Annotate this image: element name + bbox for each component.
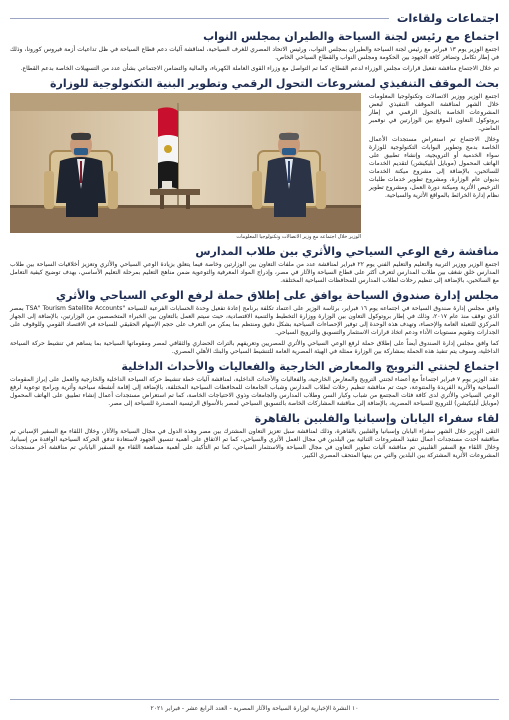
section-heading: بحث الموقف التنفيذي لمشروعات التحول الرقمي وتطوير البنية التكنولوجية للوزارة — [50, 77, 499, 90]
header-divider — [10, 18, 389, 19]
section-tourism-fund — [10, 289, 499, 356]
meeting-photo — [10, 93, 361, 233]
page-title: اجتماعات ولقاءات — [396, 11, 499, 25]
section-heading: اجتماع مع رئيس لجنة السياحة والطيران بمجلس النواب — [203, 30, 499, 43]
section-parliament-meeting — [10, 30, 499, 73]
section-promotion-committees — [10, 360, 499, 408]
paragraph: اجتمع الوزير ووزير التربية والتعليم والتعليم الفني يوم ٢٢ فبراير لمناقشة عدد من ملفات التعاون بين الوزارتين وخاصة فيما يتعلق بزيادة الوعي السياحي والأثري وتعزيز أخلاقيات السياحة بين طلاب المدارس خلق شغف بين طلاب المدارس لتعرف أكثر على قطاع السياحة والآثار في مصر، وإدراج المواد المعرفية والتوعوية ضمن مناهج التعليم بمرحلة التعليم الأساسي، بهدف توضيح كيفية التعامل مع السائحين، بالإضافة إلى تنظيم رحلات لطلاب المدارس للمحافظات السياحية المختلفة. — [10, 261, 500, 284]
paragraph: اجتمع الوزير ووزير الاتصالات وتكنولوجيا المعلومات خلال الشهر لمناقشة الموقف التنفيذي لبعض المشروعات الخاصة بالتحول الرقمي في إطار بروتوكول التعاون الموقع بين الوزارتين في نوفمبر الماضي. — [369, 93, 499, 132]
page-footer — [10, 699, 499, 712]
photo-caption: الوزير خلال اجتماعه مع وزير الاتصالات وتكنولوجيا المعلومات — [236, 234, 361, 240]
footer-text: ١٠ النشرة الإخبارية لوزارة السياحة والآثار المصرية - العدد الرابع عشر - فبراير ٢٠٢١ — [150, 705, 359, 712]
page-header — [10, 10, 499, 26]
paragraph: تم خلال الاجتماع مناقشة تفعيل قرارات مجلس الوزراء لدعم القطاع، كما تم التواصل مع وزراء القوى العاملة الكهرباء، والمالية والتضامن الاجتماعي بشأن عدد من التسهيلات الخاصة بدعم القطاع. — [20, 65, 499, 72]
paragraph: وخلال الاجتماع تم استعراض مستجدات الأعمال الخاصة بدمج وتطوير البوابات التكنولوجية للوزارة سواء الخدمية أو الترويجية، وإنشاء تطبيق على الهاتف المحمول (موبايل أبليكيشن) لتقديم الخدمات للسائحين، بالإضافة إلى مشروع ميكنة الخدمات بديوان عام الوزارة، ومشروع تطوير خدمات طلبات الترخيص الأثرية وميكنة دورة العمل، ومشروع تطوير نظام إدارة الخرائط بالمواقع الأثرية والسياحية. — [369, 136, 499, 199]
article-text-column — [369, 93, 499, 241]
section-school-awareness — [10, 245, 499, 285]
section-heading: اجتماع لجنتي الترويج والمعارض الخارجية والفعاليات والأحداث الداخلية — [121, 360, 499, 373]
paragraph: اجتمع الوزير يوم ١٣ فبراير مع رئيس لجنة السياحة والطيران بمجلس النواب، ورئيس الاتحاد المصري للغرف السياحية، لمناقشة آليات دعم قطاع السياحة في ظل تداعيات أزمة فيروس كورونا، وذلك في إطار تكامل وتضافر كافة الجهود بين الحكومة ومجلس النواب والقطاع السياحي الخاص. — [10, 46, 499, 61]
article-row — [10, 93, 499, 241]
section-heading: مجلس إدارة صندوق السياحة يوافق على إطلاق حملة لرفع الوعي السياحي والأثري — [56, 289, 499, 302]
paragraph: وافق مجلس إدارة صندوق السياحة في اجتماعه يوم ١٦ فبراير، برئاسة الوزير على اعتماد تكلفة برنامج إعادة تفعيل وحدة الحسابات الفرعية للسياحة "TSA" Tourism Satellite Accounts بمصر الذي توقف منذ عام ٢٠١٧، وذلك في إطار بروتوكول التعاون بين الوزارة ووزارة التخطيط والتنمية الاقتصادية، حيث سيتم العمل بالتعاون بين الخبراء المتخصصين من الوزارتين، بالإضافة إلى الجهاز المركزي للتعبئة العامة والإحصاء، وتهدف هذه الوحدة إلى توفير الإحصاءات السياحية بشكل دقيق ومنتظم بما يمكن من التعرف على حجم الإسهام الحقيقي للسياحة في الاقتصاد القومي وللوقوف على الجدارات وتقويم مستويات الأداء ودعم اتخاذ قرارات الاستثمار والتسويق والترويج السياحي. — [10, 305, 500, 336]
section-digital-transformation — [10, 77, 499, 241]
paragraph: كما وافق مجلس إدارة الصندوق أيضاً على إطلاق حملة لرفع الوعي السياحي والأثري للمصريين وتعريفهم بالتراث الحضاري والثقافي لمصر ومقوماتها السياحية بما يساهم في تنشيط حركة السياحة الداخلية، وسوف يتم تنفيذ هذه الحملة بمشاركة بين الوزارة ممثلة في الهيئة المصرية العامة للتنشيط السياحي والبنك الأهلي المصري. — [10, 340, 499, 355]
section-heading: لقاء سفراء اليابان وإسبانيا والفلبين بالقاهرة — [254, 412, 499, 425]
paragraph: عقد الوزير يوم ٧ فبراير اجتماعاً مع أعضاء لجنتي الترويج والمعارض الخارجية، والفعاليات والأحداث الداخلية، لمناقشة آليات خطة تنشيط حركة السياحة الداخلية والخارجية والعمل على إبراز المقومات السياحية والأثرية الفريدة والمتنوعة، حيث تم مناقشة تنظيم رحلات لطلاب المدارس وشباب الجامعات للمحافظات السياحية المختلفة، بالإضافة إلى إقامة أنشطة سياحية وأثرية وبرامج توعوية لرفع الوعي السياحي والأثري لدى كافة فئات المجتمع من شباب وكبار السن وطلاب المدارس والجامعات وذوي الاحتياجات الخاصة، كما تم استعراض مستجدات أعمال إنشاء تطبيق على الهاتف المحمول (موبايل أبليكيشن) للترويج للسياحة المصرية، بالإضافة إلى مناقشة المشاركات الخاصة بالتسويق السياحي لمصر بالأسواق الرئيسية المصدرة للسياحة إلى مصر. — [10, 376, 499, 407]
section-heading: مناقشة رفع الوعي السياحي والأثري بين طلاب المدارس — [195, 245, 499, 258]
section-ambassadors — [10, 412, 499, 460]
photo-column — [10, 93, 361, 241]
paragraph: التقى الوزير خلال الشهر سفراء اليابان وإسبانيا والفلبين بالقاهرة، وذلك لمناقشة سبل تعزيز التعاون المشترك بين مصر وهذه الدول في مجال السياحة والآثار، وخلال اللقاء مع السفير الإسباني تم مناقشة أحدث مستجدات أعمال تنفيذ المشروعات الثنائية بين البلدين في مجال العمل الأثري والسياحي، كما تم الاتفاق على أهمية تنسيق الجهود لاستعادة تدفق الحركة السياحية الوافدة من إسبانيا، وخلال اللقاء مع السفير الفلبيني تم مناقشة آليات تطوير التعاون في مجال السياحة والاستثمار السياحي، كما تم التأكيد على أهمية مساهمة اللقاء مع السفير الياباني تم مناقشة آخر مستجدات المشروعات الأثرية المشتركة بين البلدين والتي من بينها المتحف المصري الكبير. — [10, 428, 499, 459]
